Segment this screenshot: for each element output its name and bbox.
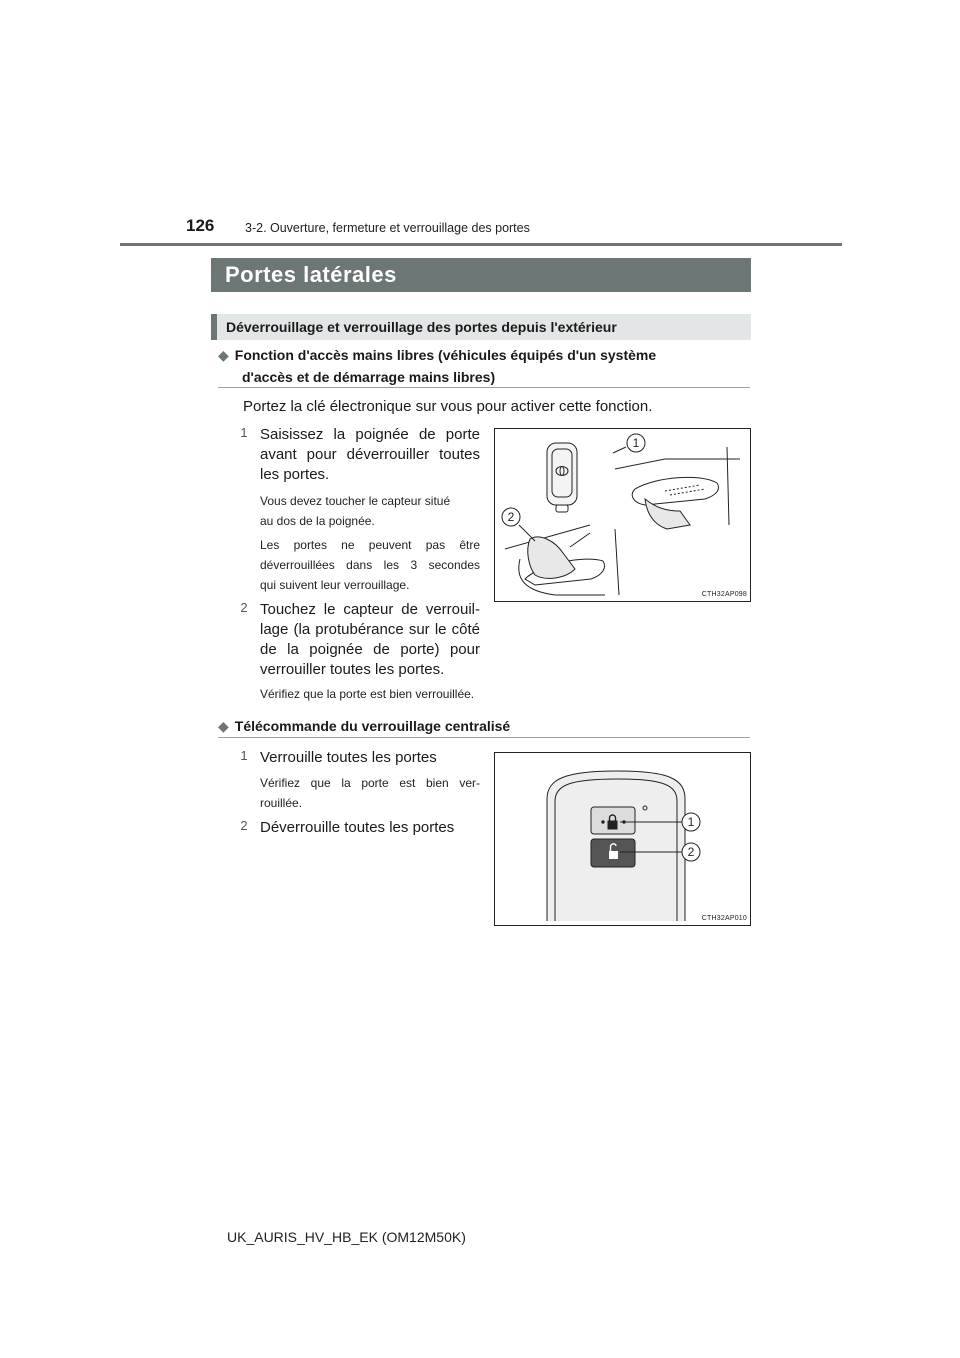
step-text: [260, 425, 480, 485]
step-line: avant pour déverrouiller toutes: [260, 446, 480, 463]
figure-door-handle: [494, 428, 751, 602]
callout-2: 2: [507, 510, 515, 524]
step-notes: [260, 773, 480, 813]
step-text: Déverrouille toutes les portes: [260, 819, 455, 836]
figure-code: CTH32AP010: [701, 915, 747, 922]
chapter-title: 3-2. Ouverture, fermeture et verrouillage des portes: [245, 221, 530, 235]
note-line: qui suivent leur verrouillage.: [260, 578, 410, 592]
door-handle-illustration: [495, 429, 750, 601]
feature-rule: [218, 737, 750, 738]
feature-intro: Portez la clé électronique sur vous pour activer cette fonction.: [243, 398, 653, 415]
step-number: 2: [240, 818, 248, 833]
figure-remote-key: [494, 752, 751, 926]
callout-1: 1: [687, 815, 695, 829]
header-rule: [120, 243, 842, 246]
step-note: Vérifiez que la porte est bien verrouillée.: [260, 687, 475, 701]
step-number: 1: [240, 425, 248, 440]
step-notes: [260, 491, 480, 595]
figure-code: CTH32AP098: [701, 591, 747, 598]
note-line: rouillée.: [260, 796, 303, 810]
feature-title-line1: Fonction d'accès mains libres (véhicules équipés d'un système: [234, 347, 657, 363]
diamond-bullet-icon: ◆: [218, 718, 229, 734]
feature-heading-hands-free: [218, 344, 748, 388]
note-line: Vous devez toucher le capteur situé: [260, 494, 451, 508]
subsection-title: Déverrouillage et verrouillage des portes depuis l'extérieur: [211, 314, 751, 340]
step-text: [260, 600, 480, 680]
note-line: déverrouillées dans les 3 secondes: [260, 558, 480, 572]
step-number: 1: [240, 748, 248, 763]
feature-heading-remote: [218, 715, 748, 737]
footer-model: UK_AURIS_HV_HB_EK (OM12M50K): [227, 1229, 466, 1245]
page-number: 126: [186, 216, 215, 235]
diamond-bullet-icon: ◆: [218, 347, 229, 363]
step-line: de la poignée de porte) pour: [260, 641, 480, 658]
step-line: lage (la protubérance sur le côté: [260, 621, 480, 638]
step-number: 2: [240, 600, 248, 615]
callout-2: 2: [687, 845, 695, 859]
step-line: Touchez le capteur de verrouil-: [260, 601, 480, 618]
step-line: les portes.: [260, 466, 330, 483]
step-line: Saisissez la poignée de porte: [260, 426, 480, 443]
note-line: Vérifiez que la porte est bien ver-: [260, 776, 480, 790]
step-line: verrouiller toutes les portes.: [260, 661, 445, 678]
note-line: au dos de la poignée.: [260, 514, 375, 528]
callout-1: 1: [632, 436, 640, 450]
feature-rule: [218, 387, 750, 388]
step-text: Verrouille toutes les portes: [260, 749, 437, 766]
remote-key-illustration: [495, 753, 750, 925]
feature2-title: Télécommande du verrouillage centralisé: [234, 718, 511, 734]
section-title: Portes latérales: [211, 258, 751, 292]
note-line: Les portes ne peuvent pas être: [260, 538, 480, 552]
feature-title-line2: d'accès et de démarrage mains libres): [242, 369, 496, 385]
